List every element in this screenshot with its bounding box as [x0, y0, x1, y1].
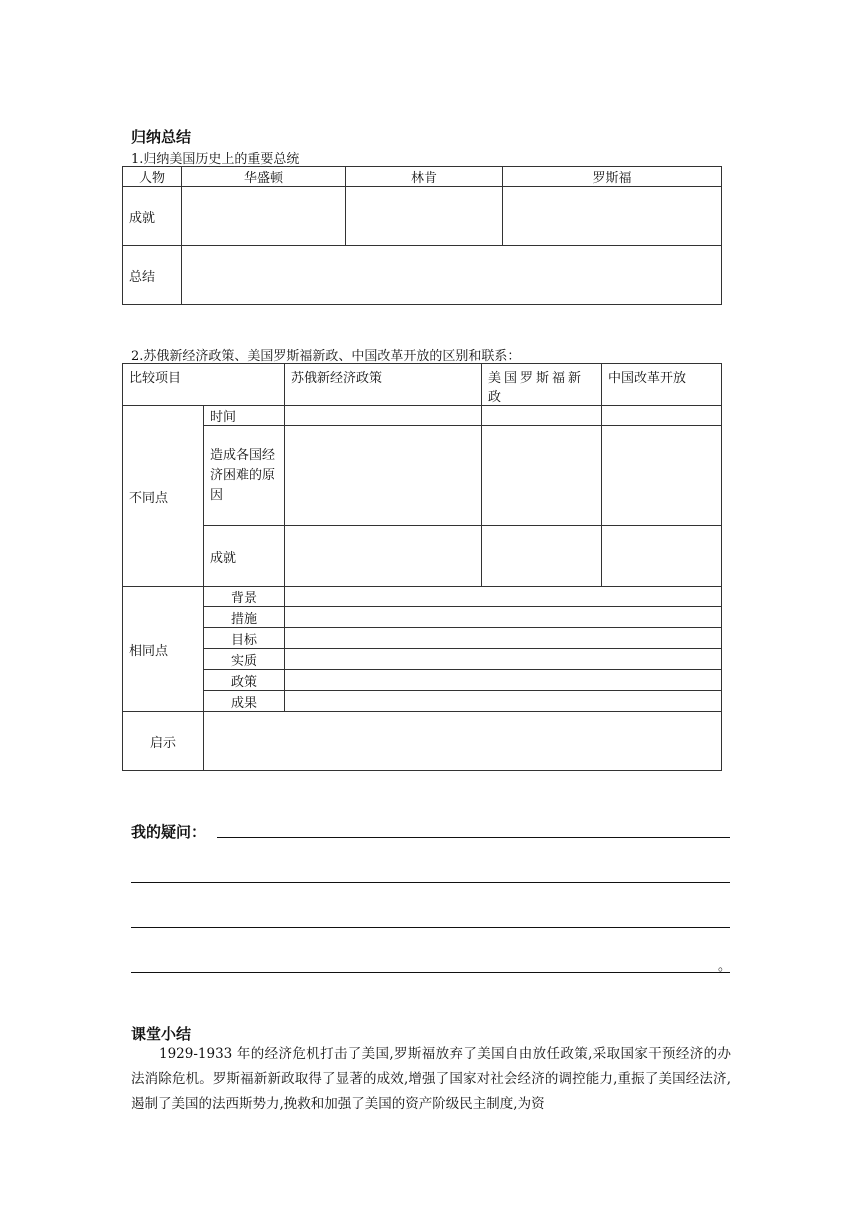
cell-china-time[interactable] — [602, 406, 722, 426]
end-period: 。 — [718, 959, 732, 974]
diff-row-time: 时间 — [204, 406, 285, 426]
row-label-insight: 启示 — [123, 712, 204, 771]
cell-china-achievement[interactable] — [602, 526, 722, 587]
group-similarities: 相同点 — [123, 587, 204, 712]
questions-label: 我的疑问： — [131, 823, 207, 841]
diff-row-achievement: 成就 — [204, 526, 285, 587]
table1-title: 1.归纳美国历史上的重要总统 — [131, 152, 300, 167]
row-label-achievement: 成就 — [123, 187, 182, 246]
header-washington: 华盛顿 — [182, 167, 346, 187]
cell-sim-goal[interactable] — [285, 628, 722, 649]
cell-newdeal-achievement[interactable] — [482, 526, 602, 587]
sim-row-essence: 实质 — [204, 649, 285, 670]
cell-sim-essence[interactable] — [285, 649, 722, 670]
answer-line-3[interactable] — [131, 927, 730, 928]
sim-row-measures: 措施 — [204, 607, 285, 628]
sim-row-result: 成果 — [204, 691, 285, 712]
summary-paragraph: 1929-1933 年的经济危机打击了美国,罗斯福放弃了美国自由放任政策,采取国家干预经济的办法消除危机。罗斯福新新政取得了显著的成效,增强了国家对社会经济的调控能力,重振了美国经法济,遏制了美国的法西斯势力,挽救和加强了美国的资产阶级民主制度,为资 — [131, 1046, 731, 1112]
cell-newdeal-causes[interactable] — [482, 426, 602, 526]
group-differences: 不同点 — [123, 406, 204, 587]
cell-washington-achievement[interactable] — [182, 187, 346, 246]
answer-line-2[interactable] — [131, 882, 730, 883]
summary-heading: 课堂小结 — [131, 1025, 192, 1043]
section-heading-summary: 归纳总结 — [131, 128, 192, 146]
cell-nep-time[interactable] — [285, 406, 482, 426]
header-new-deal: 美国罗斯福新政 — [482, 364, 602, 406]
sim-row-background: 背景 — [204, 587, 285, 607]
cell-insight[interactable] — [204, 712, 722, 771]
row-label-summary: 总结 — [123, 246, 182, 305]
header-china-reform: 中国改革开放 — [602, 364, 722, 406]
answer-line-1[interactable] — [217, 837, 730, 838]
cell-sim-background[interactable] — [285, 587, 722, 607]
cell-sim-result[interactable] — [285, 691, 722, 712]
header-person: 人物 — [123, 167, 182, 187]
table2-title: 2.苏俄新经济政策、美国罗斯福新政、中国改革开放的区别和联系： — [131, 349, 521, 364]
comparison-table — [122, 363, 722, 771]
cell-roosevelt-achievement[interactable] — [503, 187, 722, 246]
cell-newdeal-time[interactable] — [482, 406, 602, 426]
header-comparison-item: 比较项目 — [123, 364, 285, 406]
sim-row-policy: 政策 — [204, 670, 285, 691]
presidents-table — [122, 166, 722, 305]
cell-nep-achievement[interactable] — [285, 526, 482, 587]
cell-lincoln-achievement[interactable] — [346, 187, 503, 246]
cell-summary[interactable] — [182, 246, 722, 305]
cell-sim-measures[interactable] — [285, 607, 722, 628]
cell-sim-policy[interactable] — [285, 670, 722, 691]
answer-line-4[interactable] — [131, 972, 730, 973]
diff-row-causes: 造成各国经济困难的原因 — [204, 426, 285, 526]
sim-row-goal: 目标 — [204, 628, 285, 649]
header-roosevelt: 罗斯福 — [503, 167, 722, 187]
cell-nep-causes[interactable] — [285, 426, 482, 526]
header-lincoln: 林肯 — [346, 167, 503, 187]
cell-china-causes[interactable] — [602, 426, 722, 526]
header-nep: 苏俄新经济政策 — [285, 364, 482, 406]
